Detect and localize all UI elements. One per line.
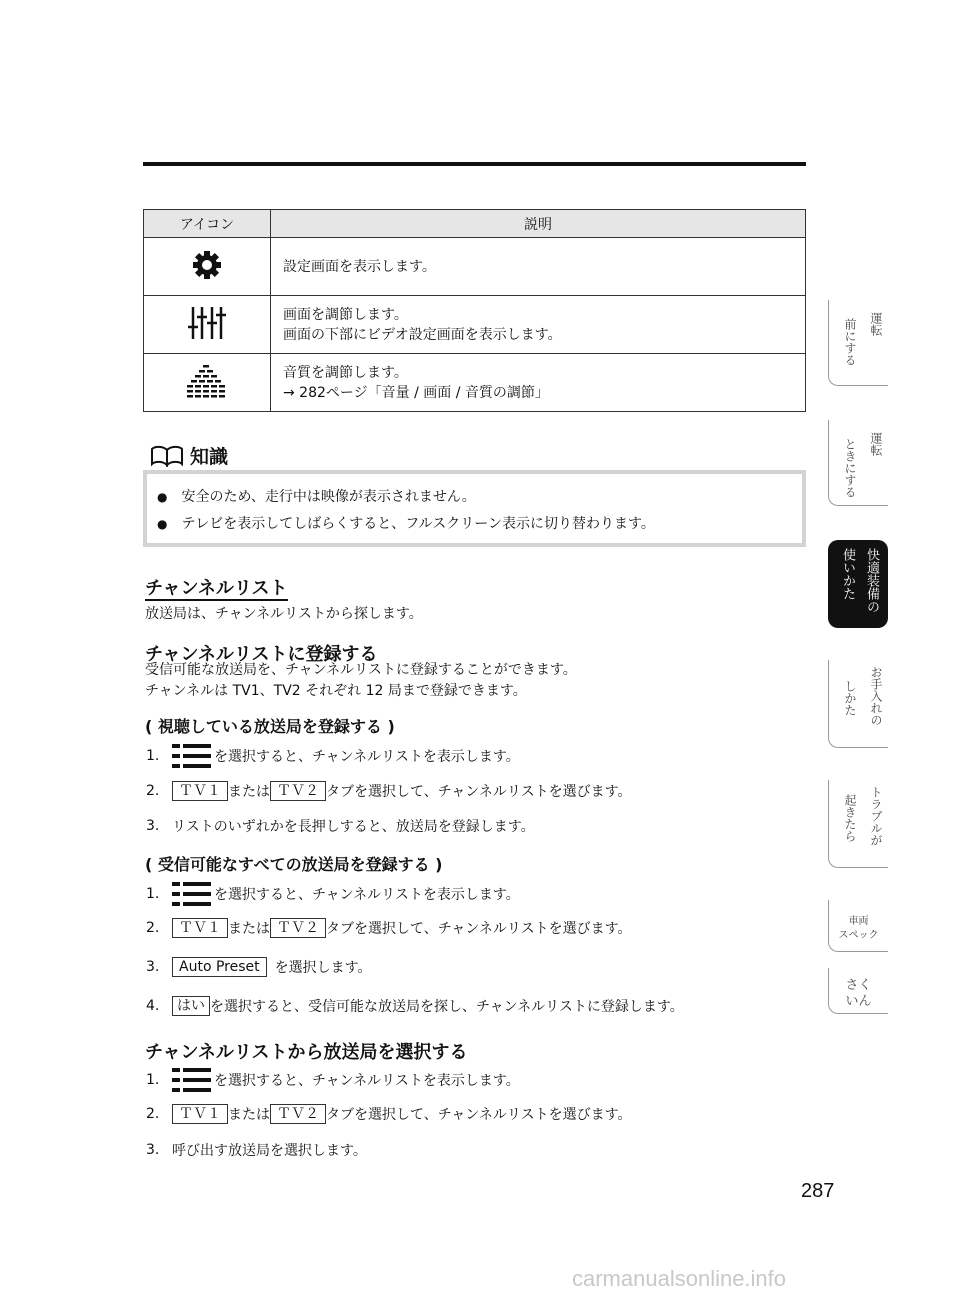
subsection-title: ( 視聴している放送局を登録する ) — [145, 717, 395, 736]
register-line2: チャンネルは TV1、TV2 それぞれ 12 局まで登録できます。 — [145, 683, 527, 699]
col-icon-header: アイコン — [144, 210, 271, 238]
top-rule — [143, 162, 806, 166]
step: 1. を選択すると、チャンネルリストを表示します。 — [146, 1066, 520, 1094]
section-title-channel-list: チャンネルリスト — [145, 578, 288, 599]
row2-line2: 画面の下部にビデオ設定画面を表示します。 — [283, 326, 562, 343]
step: 3. Auto Preset を選択します。 — [146, 959, 372, 976]
knowledge-item: ● テレビを表示してしばらくすると、フルスクリーン表示に切り替わります。 — [157, 511, 802, 538]
equalizer-sliders-icon — [187, 305, 227, 341]
knowledge-title: 知識 — [190, 446, 229, 468]
auto-preset-button[interactable]: Auto Preset — [172, 957, 267, 977]
section-text: 放送局は、チャンネルリストから探します。 — [145, 606, 423, 622]
icon-table — [143, 209, 806, 412]
tv2-tab-button[interactable]: ＴＶ２ — [270, 781, 326, 801]
tab-maintenance[interactable]: お手入れの しかた — [828, 660, 888, 748]
step: 2. ＴＶ１ または ＴＶ２ タブを選択して、チャンネルリストを選びます。 — [146, 783, 632, 800]
tv2-tab-button[interactable]: ＴＶ２ — [270, 1104, 326, 1124]
channel-list-icon[interactable] — [172, 1066, 212, 1094]
tab-index[interactable]: さく いん — [828, 968, 888, 1014]
section-title-select: チャンネルリストから放送局を選択する — [145, 1042, 468, 1063]
step: 2. ＴＶ１ または ＴＶ２ タブを選択して、チャンネルリストを選びます。 — [146, 920, 632, 937]
tv1-tab-button[interactable]: ＴＶ１ — [172, 918, 228, 938]
col-desc-header: 説明 — [271, 210, 806, 238]
channel-list-icon[interactable] — [172, 880, 212, 908]
audio-level-icon — [185, 363, 229, 399]
step: 2. ＴＶ１ または ＴＶ２ タブを選択して、チャンネルリストを選びます。 — [146, 1106, 632, 1123]
tv2-tab-button[interactable]: ＴＶ２ — [270, 918, 326, 938]
row2-line1: 画面を調節します。 — [283, 306, 408, 323]
knowledge-item: ● 安全のため、走行中は映像が表示されません。 — [157, 484, 802, 511]
open-book-icon — [150, 445, 184, 467]
tv1-tab-button[interactable]: ＴＶ１ — [172, 781, 228, 801]
tab-while-driving[interactable]: 運転 ときにする — [828, 420, 888, 506]
step: 4. はい を選択すると、受信可能な放送局を探し、チャンネルリストに登録します。 — [146, 998, 684, 1015]
row3-line1: 音質を調節します。 — [283, 364, 408, 381]
tab-troubleshooting[interactable]: トラブルが 起きたら — [828, 780, 888, 868]
page-number: 287 — [801, 1180, 835, 1202]
yes-button[interactable]: はい — [172, 996, 210, 1016]
gear-icon — [192, 250, 222, 280]
register-line1: 受信可能な放送局を、チャンネルリストに登録することができます。 — [145, 662, 577, 678]
tab-before-driving[interactable]: 運転 前にする — [828, 300, 888, 386]
step: 3. リストのいずれかを長押しすると、放送局を登録します。 — [146, 818, 535, 835]
knowledge-heading — [150, 442, 228, 469]
table-row — [144, 296, 806, 354]
table-row — [144, 238, 806, 296]
row1-line1: 設定画面を表示します。 — [283, 258, 436, 275]
watermark: carmanualsonline.info — [572, 1266, 787, 1291]
step: 3. 呼び出す放送局を選択します。 — [146, 1142, 367, 1159]
tv1-tab-button[interactable]: ＴＶ１ — [172, 1104, 228, 1124]
channel-list-icon[interactable] — [172, 742, 212, 770]
step: 1. を選択すると、チャンネルリストを表示します。 — [146, 880, 520, 908]
row3-line2: → 282ページ「音量 / 画面 / 音質の調節」 — [283, 384, 549, 401]
step: 1. を選択すると、チャンネルリストを表示します。 — [146, 742, 520, 770]
table-row — [144, 354, 806, 412]
knowledge-box — [143, 470, 806, 547]
tab-comfort-features[interactable]: 快適装備の 使いかた — [828, 540, 888, 628]
section-title-register: チャンネルリストに登録する — [145, 644, 378, 665]
subsection-title: ( 受信可能なすべての放送局を登録する ) — [145, 855, 443, 874]
tab-vehicle-specs[interactable]: 車両 スペック — [828, 900, 888, 952]
